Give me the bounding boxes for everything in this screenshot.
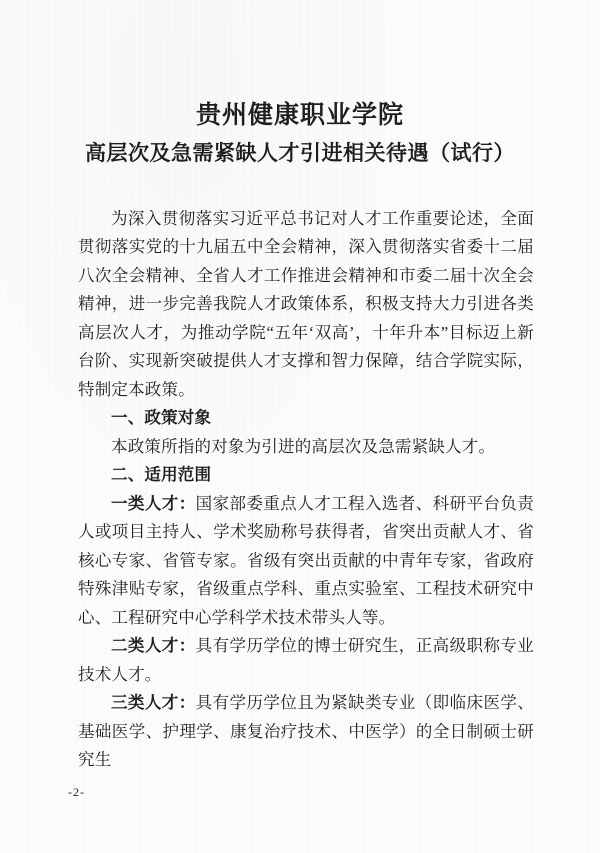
- document-body: [0, 168, 600, 775]
- bold-run: 三类人才：: [111, 693, 196, 713]
- paragraph: [78, 689, 534, 775]
- text-run: 为深入贯彻落实习近平总书记对人才工作重要论述，全面贯彻落实党的十九届五中全会精神，深入贯彻落实省委十二届八次全会精神、全省人才工作推进会精神和市委二届十次全会精神，进一步完善我院人才政策体系，积极支持大力引进各类高层次人才，为推动学院“五年‘双高’，十年升本”目标迈上新台阶、实现新突破提供人才支撑和智力保障，结合学院实际，特制定本政策。: [78, 208, 534, 399]
- paragraph: [78, 632, 534, 689]
- text-run: 国家部委重点人才工程入选者、科研平台负责人或项目主持人、学术奖励称号获得者，省突出贡献人才、省核心专家、省管专家。省级有突出贡献的中青年专家，省政府特殊津贴专家，省级重点学科、重点实验室、工程技术研究中心、工程研究中心学科学术技术带头人等。: [78, 493, 535, 627]
- document-title-line1: 贵州健康职业学院: [195, 102, 404, 129]
- text-run: 具有学历学位且为紧缺类专业（即临床医学、基础医学、护理学、康复治疗技术、中医学）的全日制硕士研究生: [78, 693, 535, 770]
- paragraph: [78, 205, 534, 405]
- bold-run: 一类人才：: [111, 493, 196, 513]
- paragraph: [78, 433, 534, 462]
- bold-run: 一、政策对象: [111, 408, 212, 428]
- page-number: -2-: [68, 785, 85, 799]
- document-title: [0, 0, 600, 168]
- section-heading: [78, 461, 534, 490]
- text-run: 具有学历学位的博士研究生，正高级职称专业技术人才。: [78, 636, 535, 684]
- bold-run: 二类人才：: [111, 636, 196, 656]
- bold-run: 二、适用范围: [111, 465, 212, 485]
- text-run: 本政策所指的对象为引进的高层次及急需紧缺人才。: [111, 436, 496, 456]
- section-heading: [78, 404, 534, 433]
- document-title-line2: 高层次及急需紧缺人才引进相关待遇（试行）: [85, 141, 515, 166]
- paragraph: [78, 490, 534, 633]
